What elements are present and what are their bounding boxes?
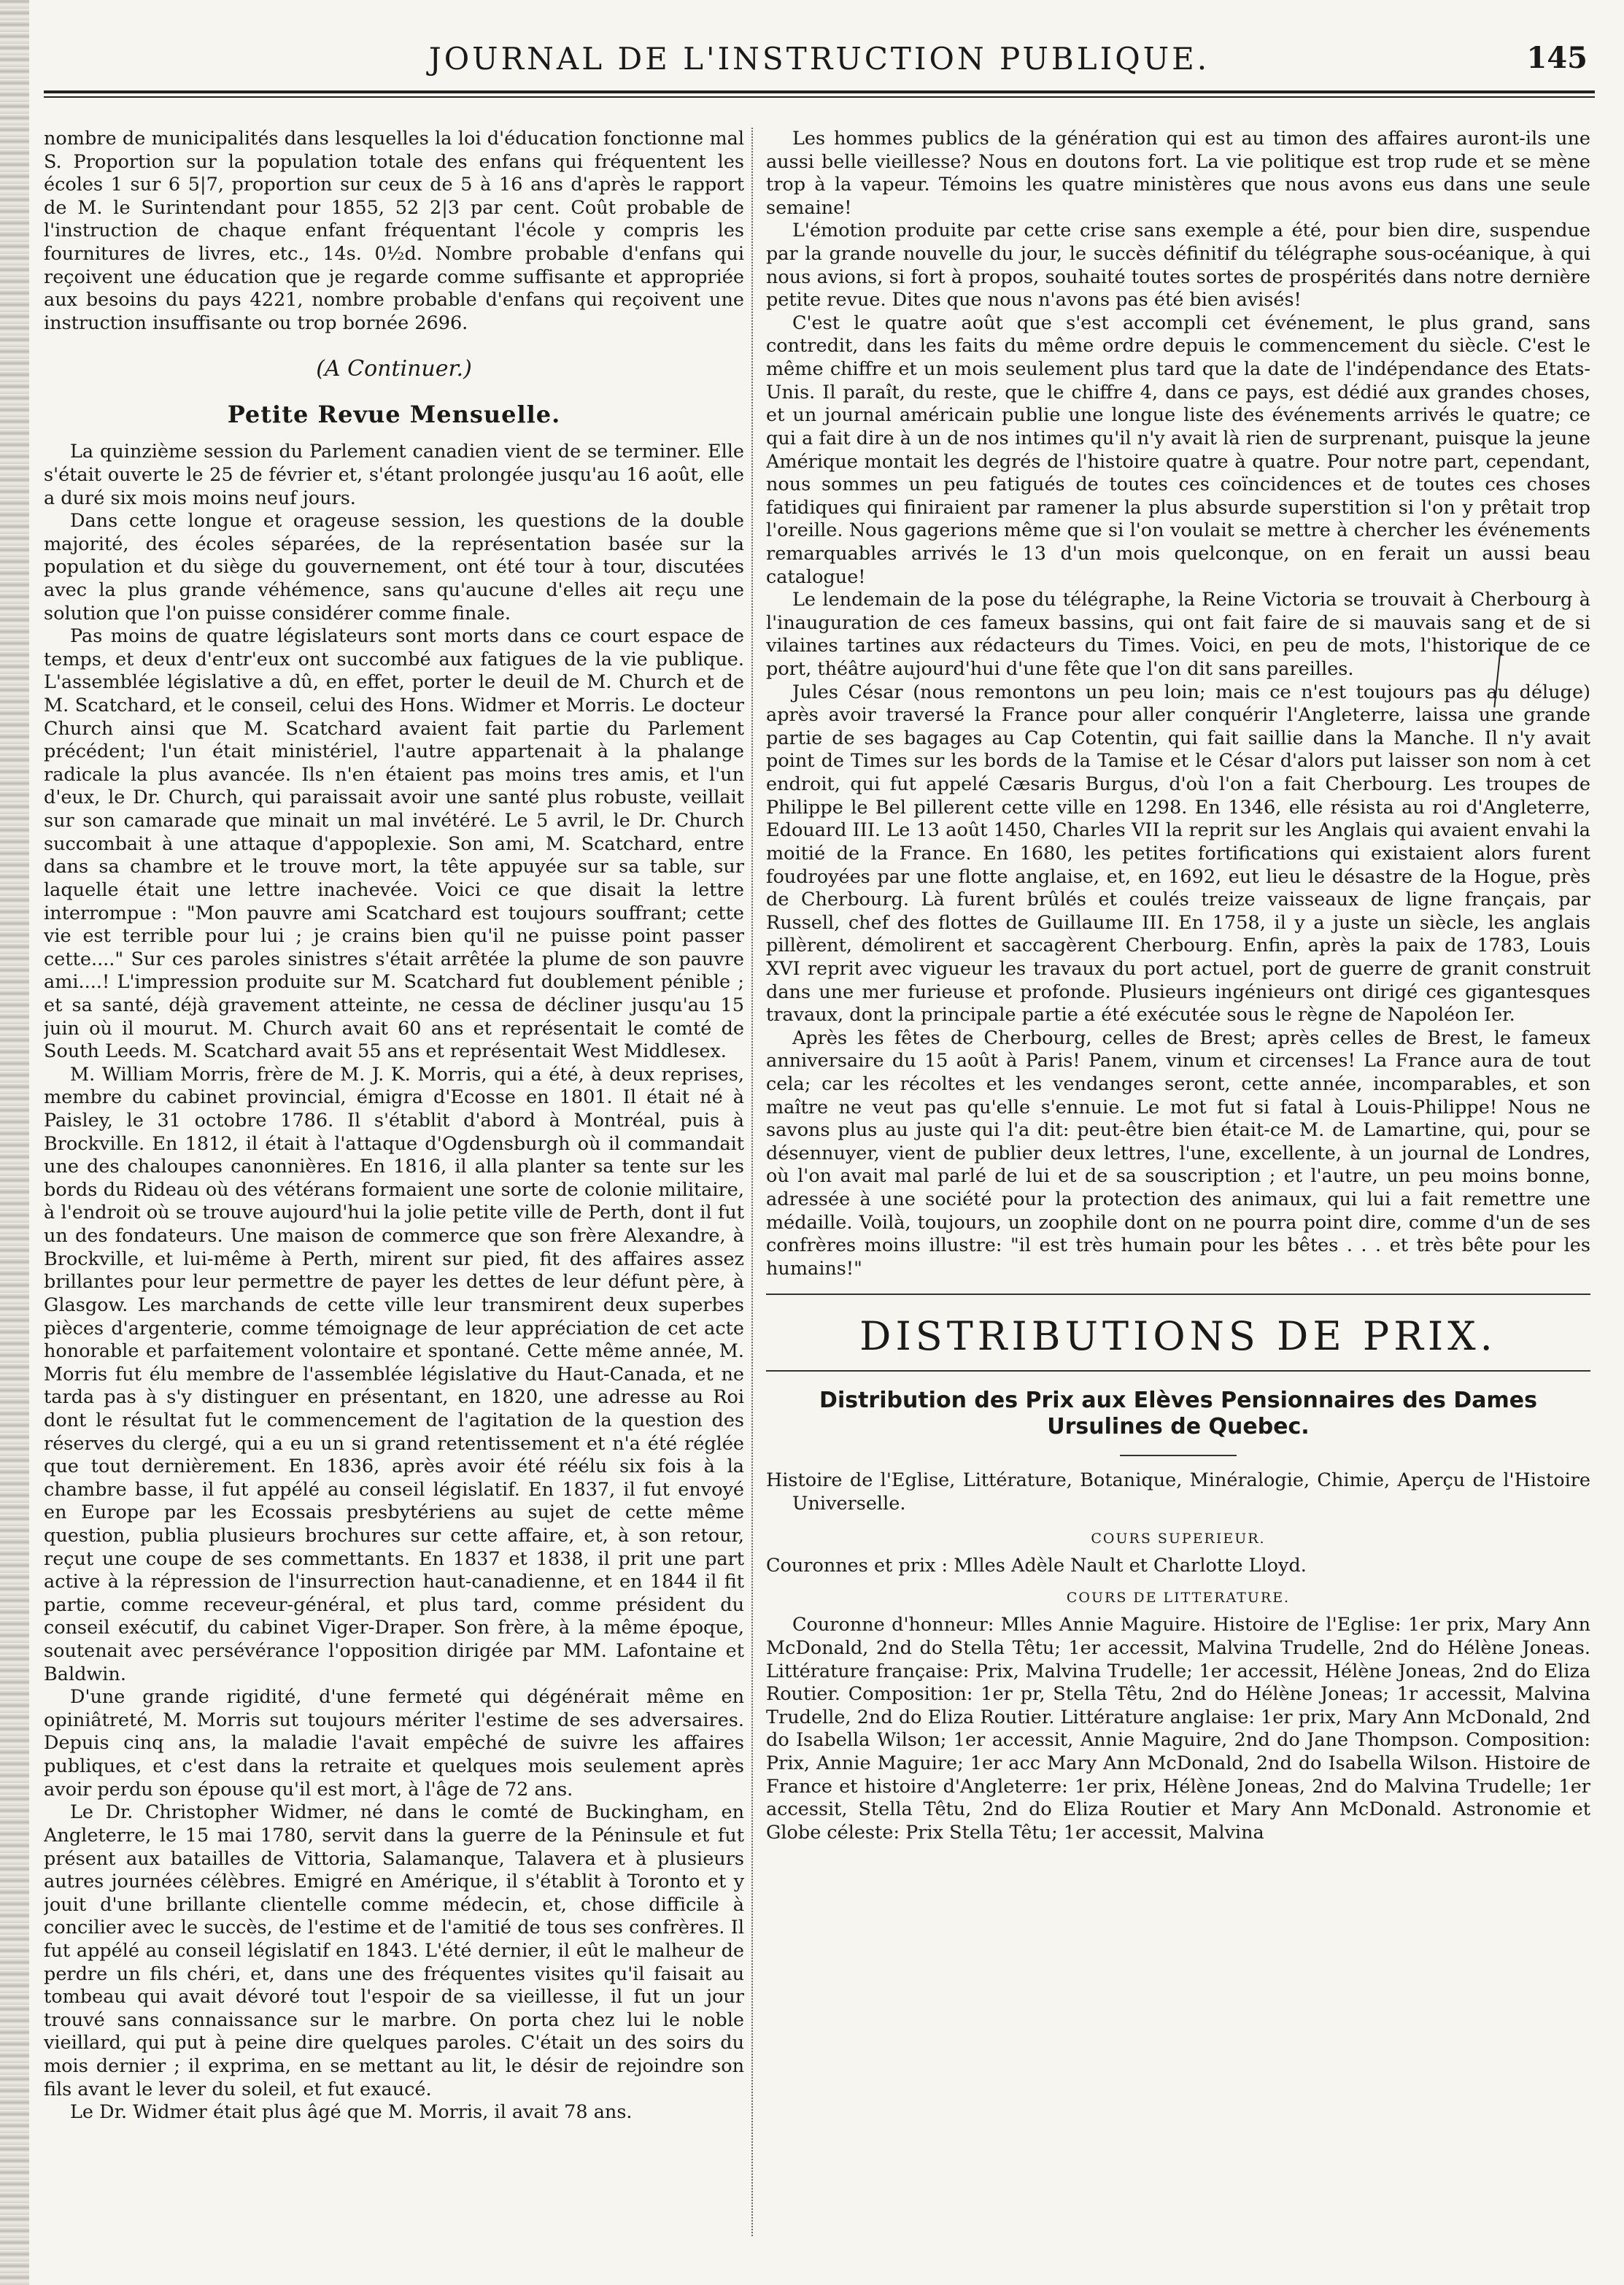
subjects-list: Histoire de l'Eglise, Littérature, Botanique, Minéralogie, Chimie, Aperçu de l'Histoire Universelle. bbox=[766, 1469, 1590, 1515]
distributions-title: DISTRIBUTIONS DE PRIX. bbox=[859, 1313, 1497, 1360]
article-paragraph: L'émotion produite par cette crise sans exemple a été, pour bien dire, suspendue par la grande nouvelle du jour, le succès définitif du télégraphe sous-océanique, à qui nous avions, si fort à propos, souhaité toutes sortes de prospérités dans notre dernière petite revue. Dites que nous n'avons pas été bien avisés! bbox=[766, 220, 1590, 312]
article-paragraph: Les hommes publics de la génération qui est au timon des affaires auront-ils une aussi belle vieillesse? Nous en doutons fort. La vie politique est trop rude et se mène trop à la vapeur. Témoins les quatre ministères que nous avons eus dans une seule semaine! bbox=[766, 128, 1590, 219]
review-section-title: Petite Revue Mensuelle. bbox=[227, 400, 561, 428]
review-paragraph: La quinzième session du Parlement canadien vient de se terminer. Elle s'était ouverte le 25 de février et, s'étant prolongée jusqu'au 16 août, elle a duré six mois moins neuf jours. bbox=[44, 441, 744, 509]
article-paragraph: Le lendemain de la pose du télégraphe, la Reine Victoria se trouvait à Cherbourg à l'inauguration de ces fameux bassins, qui ont fait faire de si mauvais sang et de si vilaines tartines aux rédacteurs du Times. Voici, en peu de mots, l'historique de ce port, théâtre aujourd'hui d'une fête que l'on dit sans pareilles. bbox=[766, 589, 1590, 681]
page-number: 145 bbox=[1526, 41, 1588, 75]
litterature-awards: Couronne d'honneur: Mlles Annie Maguire. Histoire de l'Eglise: 1er prix, Mary Ann McDonald, 2nd do Stella Têtu; 1er accessit, Malvina Trudelle, 2nd do Hélène Joneas. Littérature française: Prix, Malvina Trudelle; 1er accessit, Hélène Joneas, 2nd do Eliza Routier. Composition: 1er pr, Stella Têtu, 2nd do Hélène Joneas; 1r accessit, Malvina Trudelle, 2nd do Eliza Routier. Littérature anglaise: 1er prix, Mary Ann McDonald, 2nd do Isabella Wilson; 1er accessit, Annie Maguire, 2nd do Jane Thompson. Composition: Prix, Annie Maguire; 1er acc Mary Ann McDonald, 2nd do Isabella Wilson. Histoire de France et histoire d'Angleterre: 1er prix, Hélène Joneas, 2nd do Malvina Trudelle; 1er accessit, Stella Têtu, 2nd do Eliza Routier et Mary Ann McDonald. Astronomie et Globe céleste: Prix Stella Têtu; 1er accessit, Malvina bbox=[766, 1614, 1590, 1844]
review-paragraph: D'une grande rigidité, d'une fermeté qui dégénérait même en opiniâtreté, M. Morris sut toujours mériter l'estime de ses adversaires. Depuis cinq ans, la maladie l'avait empêché de suivre les affaires publiques, et c'est dans la retraite et quelques mois seulement après avoir perdu son épouse qu'il est mort, à l'âge de 72 ans. bbox=[44, 1686, 744, 1801]
distribution-rule-top bbox=[766, 1294, 1590, 1295]
cours-litterature-heading: COURS DE LITTERATURE. bbox=[1066, 1589, 1291, 1606]
statistics-paragraph: nombre de municipalités dans lesquelles la loi d'éducation fonctionne mal S. Proportion sur la population totale des enfans qui fréquentent les écoles 1 sur 6 5|7, proportion sur ceux de 5 à 16 ans d'après le rapport de M. le Surintendant pour 1855, 52 2|3 par cent. Coût probable de l'instruction de chaque enfant fréquentant l'école y compris les fournitures de livres, etc., 14s. 0½d. Nombre probable d'enfans qui reçoivent une éducation que je regarde comme suffisante et appropriée aux besoins du pays 4221, nombre probable d'enfans qui reçoivent une instruction insuffisante ou trop bornée 2696. bbox=[44, 128, 744, 334]
article-paragraph: Jules César (nous remontons un peu loin; mais ce n'est toujours pas au déluge) après avoir traversé la France pour aller conquérir l'Angleterre, laissa une grande partie de ses bagages au Cap Cotentin, qui fait saillie dans la Manche. Il n'y avait point de Times sur les bords de la Tamise et le César d'alors put laisser son nom à cet endroit, qui fut appelé Cæsaris Burgus, d'où l'on a fait Cherbourg. Les troupes de Philippe le Bel pillerent cette ville en 1298. En 1346, elle résista au roi d'Angleterre, Edouard III. Le 13 août 1450, Charles VII la reprit sur les Anglais qui avaient envahi la moitié de la France. En 1680, les petites fortifications qui existaient alors furent foudroyées par une flotte anglaise, et, en 1692, eut lieu le désastre de la Hogue, près de Cherbourg. Là furent brûlés et coulés treize vaisseaux de ligne français, par Russell, chef des flottes de Guillaume III. En 1758, il y a juste un siècle, les anglais pillèrent, démolirent et saccagèrent Cherbourg. Enfin, après la paix de 1783, Louis XVI reprit avec vigueur les travaux du port actuel, port de guerre de granit construit dans une mer furieuse et profonde. Plusieurs ingénieurs ont dirigé ces gigantesques travaux, dont la principale partie a été exécutée sous le règne de Napoléon Ier. bbox=[766, 681, 1590, 1026]
header-rule-thin bbox=[44, 96, 1595, 98]
short-rule bbox=[1120, 1455, 1237, 1456]
journal-title: JOURNAL DE L'INSTRUCTION PUBLIQUE. bbox=[428, 41, 1210, 77]
article-paragraph: C'est le quatre août que s'est accompli cet événement, le plus grand, sans contredit, dans les faits du même ordre depuis le commencement du siècle. C'est le même chiffre et un mois seulement plus tard que la date de l'indépendance des Etats-Unis. Il paraît, du reste, que le chiffre 4, dans ce pays, est dédié aux grandes choses, et un journal américain publie une longue liste des événements arrivés le quatre; ce qui a fait dire à un de nos intimes qu'il n'y avait là rien de surprenant, puisque la jeune Amérique montait les degrés de l'histoire quatre à quatre. Pour notre part, cependant, nous sommes un peu fatigués de toutes ces coïncidences et de toutes ces choses fatidiques qui finiraient par ramener la plus absurde superstition si l'on y prêtait trop l'oreille. Nous gagerions même que si l'on voulait se mettre à chercher les événements remarquables arrivés le 13 d'un mois quelconque, on en ferait un aussi beau catalogue! bbox=[766, 312, 1590, 588]
header-rule-thick bbox=[44, 90, 1595, 93]
review-paragraph: Pas moins de quatre législateurs sont morts dans ce court espace de temps, et deux d'entr'eux ont succombé aux fatigues de la vie publique. L'assemblée législative a dû, en effet, porter le deuil de M. Church et de M. Scatchard, et le conseil, celui des Hons. Widmer et Morris. Le docteur Church ainsi que M. Scatchard avaient fait partie du Parlement précédent; l'un était ministériel, l'autre appartenait à la phalange radicale la plus avancée. Ils n'en étaient pas moins tres amis, et l'un d'eux, le Dr. Church, qui paraissait avoir une santé plus robuste, veillait sur son camarade que minait un mal invétéré. Le 5 avril, le Dr. Church succombait à une attaque d'appoplexie. Son ami, M. Scatchard, entre dans sa chambre et le trouve mort, la tête appuyée sur sa table, sur laquelle était une lettre inachevée. Voici ce que disait la lettre interrompue : "Mon pauvre ami Scatchard est toujours souffrant; cette vie est terrible pour lui ; je crains bien qu'il ne puisse point passer cette...." Sur ces paroles sinistres s'était arrêtée la plume de son pauvre ami....! L'impression produite sur M. Scatchard fut doublement pénible ; et sa santé, déjà gravement atteinte, ne cessa de décliner jusqu'au 15 juin où il mourut. M. Church avait 60 ans et représentait le comté de South Leeds. M. Scatchard avait 55 ans et représentait West Middlesex. bbox=[44, 625, 744, 1063]
distribution-rule-bottom bbox=[766, 1370, 1590, 1372]
article-paragraph: Après les fêtes de Cherbourg, celles de Brest; après celles de Brest, le fameux anniversaire du 15 août à Paris! Panem, vinum et circenses! La France aura de tout cela; car les récoltes et les vendanges seront, cette année, incomparables, et son maître ne veut pas qu'elle s'ennuie. Le mot fut si fatal à Louis-Philippe! Nous ne savons plus au juste qui l'a dit: peut-être bien était-ce M. de Lamartine, qui, pour se désennuyer, vient de publier deux lettres, l'une, excellente, à un journal de Londres, où l'on avait mal parlé de lui et de sa souscription ; et l'autre, un peu moins bonne, adressée à une société pour la protection des animaux, qui lui a fait remettre une médaille. Voilà, toujours, un zoophile dont on ne pourra point dire, comme d'un de ses confrères moins illustre: "il est très humain pour les bêtes . . . et très bête pour les humains!" bbox=[766, 1026, 1590, 1280]
review-paragraph: Dans cette longue et orageuse session, les questions de la double majorité, des écoles séparées, de la représentation basée sur la population et du siège du gouvernement, ont été tour à tour, discutées avec la plus grande véhémence, sans qu'aucune d'elles ait reçu une solution que l'on puisse considérer comme finale. bbox=[44, 510, 744, 625]
page-binding-edge bbox=[0, 0, 29, 2285]
review-paragraph: M. William Morris, frère de M. J. K. Morris, qui a été, à deux reprises, membre du cabinet provincial, émigra d'Ecosse en 1801. Il était né à Paisley, le 31 octobre 1786. Il s'établit d'abord à Montréal, puis à Brockville. En 1812, il était à l'attaque d'Ogdensburgh où il commandait une des chaloupes canonnières. En 1816, il alla planter sa tente sur les bords du Rideau où des vétérans formaient une sorte de colonie militaire, à l'endroit où se trouve aujourd'hui la jolie petite ville de Perth, dont il fut un des fondateurs. Une maison de commerce que son frère Alexandre, à Brockville, et lui-même à Perth, mirent sur pied, fit des affaires assez brillantes pour leur permettre de payer les dettes de leur défunt père, à Glasgow. Les marchands de cette ville leur transmirent deux superbes pièces d'argenterie, comme témoignage de leur appréciation de cet acte honorable et parfaitement volontaire et spontané. Cette même année, M. Morris fut élu membre de l'assemblée législative du Haut-Canada, et ne tarda pas à s'y distinguer en présentant, en 1820, une adresse au Roi dont le résultat fut le commencement de l'agitation de la question des réserves du clergé, qui a eu un si grand retentissement et n'a été réglée que tout dernièrement. En 1836, après avoir été réélu six fois à la chambre basse, il fut appélé au conseil législatif. En 1837, il fut envoyé en Europe par les Ecossais presbytériens au sujet de cette même question, publia plusieurs brochures sur cette affaire, et, à son retour, reçut une coupe de ses commettants. En 1837 et 1838, il prit une part active à la répression de l'insurrection haut-canadienne, et en 1844 il fit partie, comme receveur-général, et plus tard, comme président du conseil exécutif, du cabinet Viger-Draper. Son frère, à la même époque, soutenait avec persévérance l'opposition dirigée par MM. Lafontaine et Baldwin. bbox=[44, 1063, 744, 1685]
cours-superieur-heading: COURS SUPERIEUR. bbox=[1091, 1530, 1266, 1547]
right-column bbox=[766, 128, 1590, 2265]
left-column bbox=[44, 128, 744, 2265]
column-divider bbox=[751, 128, 753, 2236]
couronnes-line: Couronnes et prix : Mlles Adèle Nault et Charlotte Lloyd. bbox=[766, 1555, 1307, 1577]
distribution-subtitle: Distribution des Prix aux Elèves Pensionnaires des Dames Ursulines de Quebec. bbox=[819, 1388, 1537, 1440]
review-paragraph: Le Dr. Widmer était plus âgé que M. Morris, il avait 78 ans. bbox=[70, 2101, 633, 2124]
page-header bbox=[44, 35, 1595, 101]
continuation-note: (A Continuer.) bbox=[316, 356, 472, 382]
review-paragraph: Le Dr. Christopher Widmer, né dans le comté de Buckingham, en Angleterre, le 15 mai 1780, servit dans la guerre de la Péninsule et fut présent aux batailles de Vittoria, Salamanque, Talavera et à plusieurs autres journées célèbres. Emigré en Amérique, il s'établit à Toronto et y jouit d'une brillante clientelle comme médecin, et, chose difficile à concilier avec le succès, de l'estime et de l'amitié de tous ses confrères. Il fut appélé au conseil législatif en 1843. L'été dernier, il eût le malheur de perdre un fils chéri, et, dans une des fréquentes visites qu'il faisait au tombeau qui avait dévoré tout l'espoir de sa vieillesse, il fut un jour trouvé sans connaissance sur le marbre. On porta chez lui le noble vieillard, qui put à peine dire quelques paroles. C'était un des soirs du mois dernier ; il exprima, en se mettant au lit, le désir de rejoindre son fils avant le lever du soleil, et fut exaucé. bbox=[44, 1801, 744, 2100]
